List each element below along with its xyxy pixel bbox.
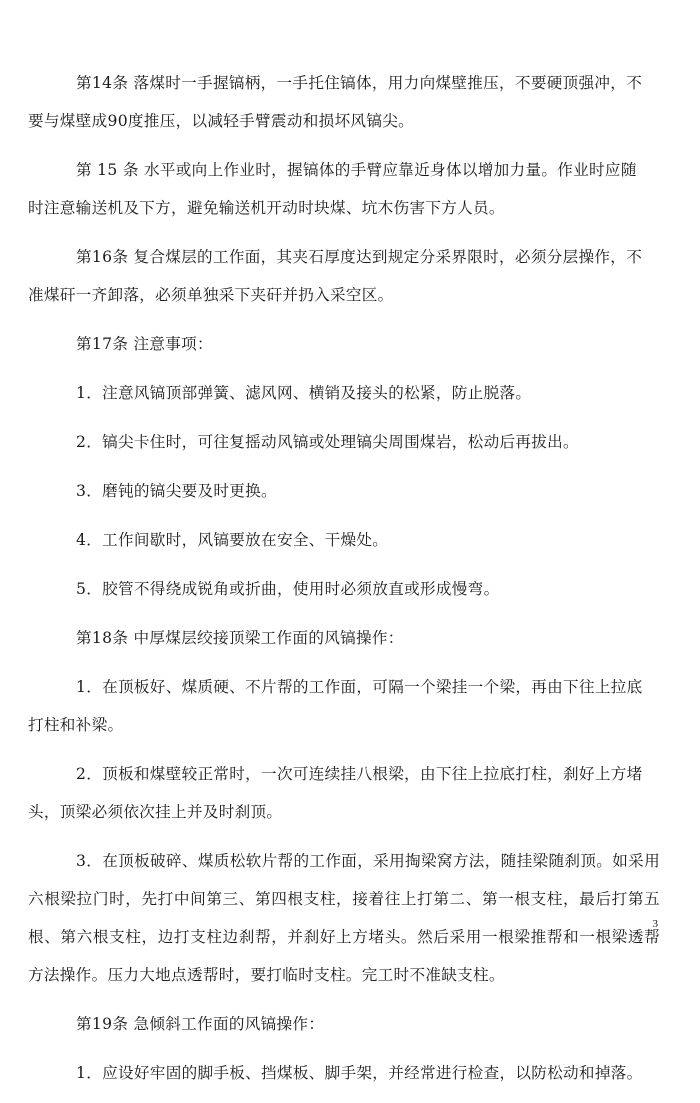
paragraph-continuation: 头，顶梁必须依次挂上并及时刹顶。 [28,803,283,821]
paragraph-line: 第 15 条 水平或向上作业时，握镐体的手臂应靠近身体以增加力量。作业时应随 [76,161,637,179]
paragraph-article-15 [28,151,660,227]
paragraph-line: 2．顶板和煤壁较正常时，一次可连续挂八根梁，由下往上拉底打柱，刹好上方堵 [76,765,643,783]
paragraph-line: 第19条 急倾斜工作面的风镐操作： [76,1015,325,1033]
paragraph-line: 第17条 注意事项： [76,335,213,353]
list-item-17-3 [76,472,660,510]
paragraph-line: 4．工作间歇时，风镐要放在安全、干燥处。 [76,531,389,549]
paragraph-line: 2．镐尖卡住时，可往复摇动风镐或处理镐尖周围煤岩，松动后再拔出。 [76,433,579,451]
paragraph-line: 1．应设好牢固的脚手板、挡煤板、脚手架，并经常进行检查，以防松动和掉落。 [76,1064,643,1082]
list-item-18-1 [28,668,660,744]
paragraph-article-19 [76,1005,660,1043]
document-body [28,64,660,1103]
list-item-19-1 [76,1054,660,1092]
paragraph-line: 1．在顶板好、煤质硬、不片帮的工作面，可隔一个梁挂一个梁，再由下往上拉底 [76,678,643,696]
paragraph-continuation: 时注意输送机及下方，避免输送机开动时块煤、坑木伤害下方人员。 [28,199,505,217]
paragraph-line: 第18条 中厚煤层绞接顶梁工作面的风镐操作： [76,629,404,647]
paragraph-line: 5．胶管不得绕成锐角或折曲，使用时必须放直或形成慢弯。 [76,580,500,598]
paragraph-continuation: 用六根梁拉门时，先打中间第三、第四根支柱，接着往上打第二、第一根支柱，最后打第五根、第六根支柱，边打支柱边刹帮，并刹好上方堵头。然后采用一根梁推帮和一根梁透帮方法操作。压力大地点透帮时，要打临时支柱。完工时不准缺支柱。 [28,852,660,984]
list-item-18-3 [28,842,660,994]
paragraph-line: 3．磨钝的镐尖要及时更换。 [76,482,277,500]
paragraph-continuation: 打柱和补梁。 [28,716,124,734]
paragraph-article-17 [76,325,660,363]
paragraph-article-16 [28,238,660,314]
paragraph-continuation: 要与煤壁成90度推压，以减轻手臂震动和损坏风镐尖。 [28,112,414,130]
list-item-17-2 [76,423,660,461]
paragraph-line: 1．注意风镐顶部弹簧、滤风网、横销及接头的松紧，防止脱落。 [76,384,532,402]
list-item-17-1 [76,374,660,412]
paragraph-line: 第16条 复合煤层的工作面，其夹石厚度达到规定分采界限时，必须分层操作，不 [76,248,643,266]
paragraph-article-18 [76,619,660,657]
paragraph-line: 第14条 落煤时一手握镐柄，一手托住镐体，用力向煤壁推压，不要硬顶强冲，不 [76,74,643,92]
list-item-17-4 [76,521,660,559]
paragraph-line: 3．在顶板破碎、煤质松软片帮的工作面，采用掏梁窝方法，随挂梁随刹顶。如采 [76,852,645,870]
list-item-18-2 [28,755,660,831]
list-item-17-5 [76,570,660,608]
paragraph-article-14 [28,64,660,140]
paragraph-continuation: 准煤矸一齐卸落，必须单独采下夹矸并扔入采空区。 [28,286,394,304]
page-number: 3 [652,918,658,930]
